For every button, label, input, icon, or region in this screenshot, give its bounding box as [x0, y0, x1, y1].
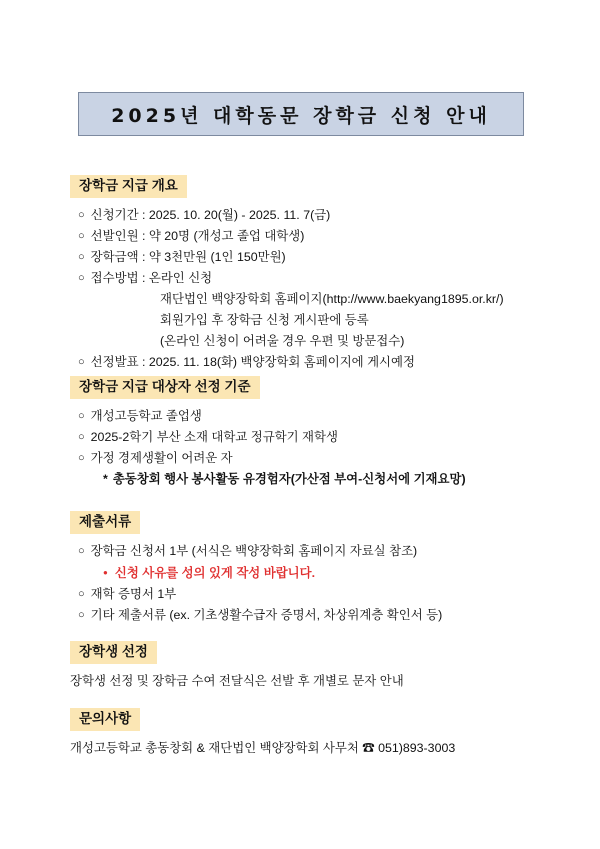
section-contact [70, 708, 540, 759]
section-body [70, 671, 540, 692]
list-item-detail: 재단법인 백양장학회 홈페이지(http://www.baekyang1895.or.kr/) [160, 291, 504, 306]
list-item-note: * 총동창회 행사 봉사활동 유경험자(가산점 부여-신청서에 기재요망) [78, 469, 540, 490]
section-selection-criteria [70, 376, 540, 490]
list-item: ○ 선발인원 : 약 20명 (개성고 졸업 대학생) [78, 226, 540, 247]
section-scholarship-overview [70, 175, 540, 373]
list-item: ○ 장학금 신청서 1부 (서식은 백양장학회 홈페이지 자료실 참조) [78, 541, 540, 562]
page-title: 2025년 대학동문 장학금 신청 안내 [111, 104, 491, 127]
document-title-banner [78, 92, 524, 136]
list-item: ○ 재학 증명서 1부 [78, 584, 540, 605]
section-heading: 장학금 지급 대상자 선정 기준 [70, 376, 260, 399]
list-item: ○ 장학금액 : 약 3천만원 (1인 150만원) [78, 247, 540, 268]
section-heading: 제출서류 [70, 511, 140, 534]
section-heading: 문의사항 [70, 708, 140, 731]
list-item: ○ 접수방법 : 온라인 신청 [78, 268, 540, 289]
section-heading: 장학금 지급 개요 [70, 175, 187, 198]
paragraph: 장학생 선정 및 장학금 수여 전달식은 선발 후 개별로 문자 안내 [70, 673, 404, 688]
section-body [70, 406, 540, 490]
list-item-detail: (온라인 신청이 어려울 경우 우편 및 방문접수) [160, 333, 405, 348]
list-item: ○ 기타 제출서류 (ex. 기초생활수급자 증명서, 차상위계층 확인서 등) [78, 605, 540, 626]
list-item: ○ 개성고등학교 졸업생 [78, 406, 540, 427]
list-item: ○ 신청기간 : 2025. 10. 20(월) - 2025. 11. 7(금) [78, 205, 540, 226]
list-item: ○ 선정발표 : 2025. 11. 18(화) 백양장학회 홈페이지에 게시예정 [78, 352, 540, 373]
paragraph: 개성고등학교 총동창회 & 재단법인 백양장학회 사무처 ☎ 051)893-3003 [70, 740, 456, 755]
section-body [70, 541, 540, 626]
list-item-detail: 회원가입 후 장학금 신청 게시판에 등록 [160, 312, 369, 327]
section-body [70, 738, 540, 759]
section-required-documents [70, 511, 540, 626]
section-scholar-selection [70, 641, 540, 692]
list-item: ○ 가정 경제생활이 어려운 자 [78, 448, 540, 469]
list-item: ○ 2025-2학기 부산 소재 대학교 정규학기 재학생 [78, 427, 540, 448]
list-item-warning: ● 신청 사유를 성의 있게 작성 바랍니다. [78, 562, 540, 584]
section-heading: 장학생 선정 [70, 641, 157, 664]
section-body [70, 205, 540, 373]
